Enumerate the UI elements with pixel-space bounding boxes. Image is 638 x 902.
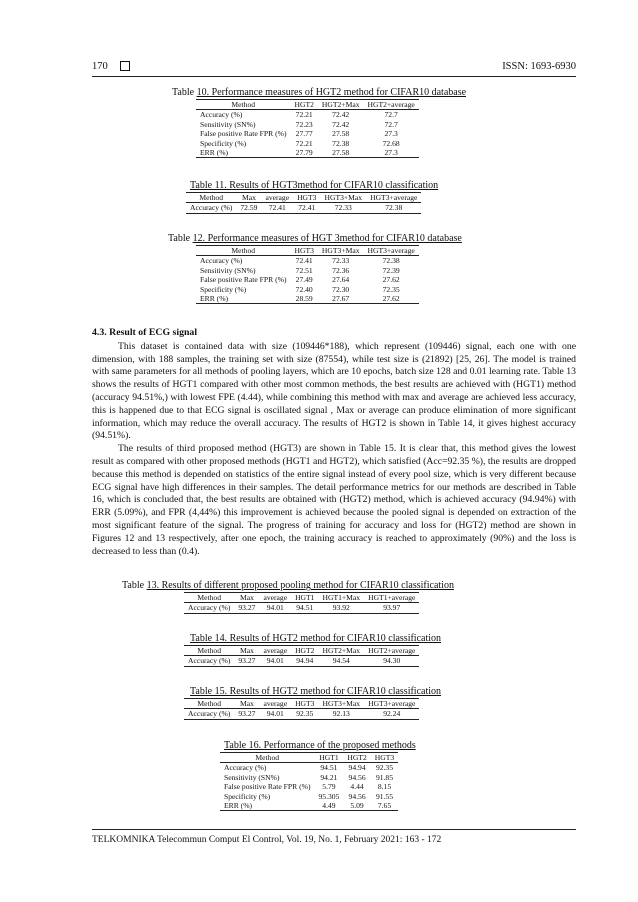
- table-cell: 72.38: [366, 203, 421, 213]
- paragraph-1: This dataset is contained data with size (109446*188), which represent (109446) signal, each one with one dimension, with 188 samples, the training set with size (87554), while test size is (21892) [25, 26]. The model is trained with same parameters for all methods of pooling layers, which are 10 epochs, batch size 128 and 0.01 learning rate. Table 13 shows the results of HGT1 compared with other most common methods, the best results are achieved with (HGT1) method (accuracy 94.51%,) with lowest FPE (4.44), while combining this method with max and average are achieved less accuracy, this is happened due to that ECG signal is oscillated signal , Max or average can produce elimination of more significant information, which may reduce the overall accuracy. The results of HGT2 is shown in Table 14, it gives highest accuracy (94.51%).: [92, 340, 576, 442]
- table-16-grid: [220, 752, 398, 811]
- row-label: False positive Rate FPR (%): [224, 782, 311, 792]
- column-header: HGT3: [290, 246, 317, 256]
- table-cell: 72.68: [382, 138, 400, 148]
- table-cell: 72.41: [261, 203, 293, 213]
- table-11-caption: Table 11. Results of HGT3method for CIFAR10 classification: [190, 180, 439, 191]
- table-row: [220, 782, 398, 791]
- column-header: HGT3: [291, 699, 318, 709]
- table-cell: 94.01: [259, 603, 291, 613]
- table-13: [122, 580, 454, 614]
- table-cell: 5.79: [322, 782, 336, 792]
- table-11-grid: [186, 192, 421, 214]
- table-cell: 72.38: [382, 256, 400, 266]
- table-cell: 5.09: [343, 801, 370, 811]
- column-header: HGT2+average: [364, 646, 419, 656]
- table-cell: 94.21: [320, 772, 338, 782]
- footer: TELKOMNIKA Telecommun Comput El Control, Vol. 19, No. 1, February 2021: 163 - 172: [92, 835, 442, 845]
- column-header: Method: [196, 100, 290, 110]
- table-cell: 72.36: [332, 265, 350, 275]
- column-header: HGT1+average: [364, 593, 419, 603]
- table-cell: 4.49: [314, 801, 343, 811]
- table-row: [196, 129, 419, 138]
- column-header: HGT1: [291, 593, 318, 603]
- header-rule: [92, 76, 576, 77]
- table-row: [196, 120, 419, 129]
- column-header: HGT1: [314, 753, 343, 763]
- column-header: Method: [196, 246, 290, 256]
- table-row: [196, 110, 419, 120]
- table-cell: 93.97: [364, 603, 419, 613]
- row-label: Sensitivity (SN%): [200, 265, 256, 275]
- table-row: [186, 203, 421, 213]
- table-cell: 93.27: [234, 656, 259, 666]
- row-label: Accuracy (%): [184, 603, 234, 613]
- table-10-grid: [196, 99, 419, 158]
- section-heading: 4.3. Result of ECG signal: [92, 327, 198, 338]
- table-cell: 95.305: [318, 791, 340, 801]
- column-header: HGT3+average: [366, 193, 421, 203]
- table-cell: 91.85: [375, 772, 394, 782]
- row-label: Accuracy (%): [186, 203, 236, 213]
- table-15: [190, 686, 441, 720]
- table-cell: 27.58: [318, 148, 364, 158]
- square-icon: [120, 61, 130, 71]
- table-cell: 72.39: [382, 265, 400, 275]
- column-header: HGT2+average: [364, 100, 419, 110]
- table-12: [168, 233, 462, 304]
- column-header: Method: [184, 699, 234, 709]
- table-row: [184, 709, 419, 719]
- table-cell: 94.01: [259, 709, 291, 719]
- column-header: Method: [184, 646, 234, 656]
- table-header-row: [196, 100, 419, 110]
- table-cell: 94.94: [348, 763, 366, 773]
- table-13-caption: Table 13. Results of different proposed pooling method for CIFAR10 classification: [122, 580, 454, 591]
- footer-rule: [92, 829, 576, 830]
- table-cell: 94.54: [318, 656, 364, 666]
- row-label: Accuracy (%): [200, 256, 243, 266]
- table-cell: 72.33: [320, 203, 366, 213]
- page-header: [92, 58, 576, 74]
- table-11: [190, 180, 438, 214]
- table-cell: 27.3: [364, 148, 419, 158]
- table-row: [196, 139, 419, 148]
- table-row: [196, 256, 419, 266]
- table-cell: 27.58: [332, 129, 350, 139]
- table-cell: 72.42: [332, 110, 350, 120]
- column-header: HGT3+Max: [318, 246, 364, 256]
- table-header-row: [186, 193, 421, 203]
- table-header-row: [196, 246, 419, 256]
- table-row: [196, 266, 419, 275]
- table-cell: 27.62: [364, 294, 419, 304]
- table-15-grid: [184, 698, 419, 720]
- table-cell: 94.51: [291, 603, 318, 613]
- column-header: Max: [234, 699, 259, 709]
- table-cell: 92.35: [291, 709, 318, 719]
- column-header: Max: [234, 646, 259, 656]
- table-cell: 72.21: [295, 138, 313, 148]
- column-header: average: [261, 193, 293, 203]
- table-cell: 72.40: [295, 284, 313, 294]
- table-cell: 28.59: [290, 294, 317, 304]
- table-cell: 94.51: [320, 763, 338, 773]
- table-cell: 7.65: [371, 801, 398, 811]
- row-label: ERR (%): [196, 148, 290, 158]
- table-10-caption: Table 10. Performance measures of HGT2 method for CIFAR10 database: [172, 87, 467, 98]
- row-label: Specificity (%): [200, 138, 247, 148]
- column-header: HGT2+Max: [318, 646, 364, 656]
- table-cell: 72.23: [295, 119, 313, 129]
- row-label: ERR (%): [196, 294, 290, 304]
- table-header-row: [184, 699, 419, 709]
- column-header: HGT2: [343, 753, 370, 763]
- column-header: average: [259, 593, 291, 603]
- table-12-caption: Table 12. Performance measures of HGT 3method for CIFAR10 database: [168, 233, 462, 244]
- table-cell: 94.01: [259, 656, 291, 666]
- column-header: Method: [186, 193, 236, 203]
- table-13-grid: [184, 592, 419, 614]
- issn: ISSN: 1693-6930: [502, 60, 576, 72]
- table-cell: 72.7: [384, 110, 398, 120]
- table-cell: 72.33: [332, 256, 350, 266]
- table-16: [224, 740, 416, 811]
- column-header: average: [259, 646, 291, 656]
- table-cell: 8.15: [377, 782, 392, 792]
- table-14-grid: [184, 645, 419, 667]
- table-cell: 94.30: [364, 656, 419, 666]
- table-cell: 94.56: [348, 772, 366, 782]
- table-cell: 27.3: [384, 129, 398, 139]
- table-10: [172, 87, 466, 158]
- table-cell: 72.59: [236, 203, 261, 213]
- column-header: HGT3+average: [364, 699, 419, 709]
- column-header: HGT2+Max: [318, 100, 364, 110]
- table-cell: 92.24: [364, 709, 419, 719]
- header-left: [92, 61, 130, 72]
- table-cell: 72.42: [332, 119, 350, 129]
- table-row: [220, 763, 398, 773]
- table-cell: 72.41: [295, 256, 313, 266]
- table-cell: 72.51: [295, 265, 313, 275]
- row-label: False positive Rate FPR (%): [200, 275, 287, 285]
- table-14-caption: Table 14. Results of HGT2 method for CIFAR10 classification: [190, 633, 442, 644]
- table-row: [220, 792, 398, 801]
- column-header: HGT2: [291, 646, 318, 656]
- table-cell: 27.79: [290, 148, 317, 158]
- column-header: Max: [234, 593, 259, 603]
- row-label: Specificity (%): [200, 284, 247, 294]
- table-14: [190, 633, 441, 667]
- row-label: ERR (%): [220, 801, 314, 811]
- table-cell: 93.92: [318, 603, 364, 613]
- table-16-caption: Table 16. Performance of the proposed methods: [224, 740, 416, 751]
- table-cell: 72.21: [295, 110, 313, 120]
- table-cell: 27.77: [295, 129, 313, 139]
- table-row: [220, 773, 398, 782]
- table-cell: 27.67: [318, 294, 364, 304]
- row-label: Sensitivity (SN%): [200, 119, 256, 129]
- table-header-row: [220, 753, 398, 763]
- column-header: HGT2: [290, 100, 317, 110]
- table-cell: 93.27: [234, 603, 259, 613]
- table-row: [196, 275, 419, 284]
- table-row: [196, 294, 419, 304]
- table-row: [184, 656, 419, 666]
- column-header: Method: [184, 593, 234, 603]
- table-15-caption: Table 15. Results of HGT2 method for CIFAR10 classification: [190, 686, 442, 697]
- table-row: [220, 801, 398, 811]
- column-header: HGT1+Max: [318, 593, 364, 603]
- row-label: Specificity (%): [224, 791, 271, 801]
- row-label: Sensitivity (SN%): [224, 772, 280, 782]
- row-label: Accuracy (%): [224, 763, 267, 773]
- table-cell: 72.7: [384, 119, 398, 129]
- table-header-row: [184, 646, 419, 656]
- table-cell: 94.56: [348, 791, 366, 801]
- table-header-row: [184, 593, 419, 603]
- column-header: HGT3: [371, 753, 398, 763]
- table-cell: 72.41: [293, 203, 320, 213]
- table-cell: 91.55: [375, 791, 394, 801]
- row-label: Accuracy (%): [184, 656, 234, 666]
- table-cell: 72.38: [332, 138, 350, 148]
- table-row: [196, 285, 419, 294]
- table-cell: 92.35: [375, 763, 394, 773]
- table-cell: 27.64: [332, 275, 350, 285]
- table-12-grid: [196, 245, 419, 304]
- column-header: HGT3+Max: [318, 699, 364, 709]
- row-label: False positive Rate FPR (%): [200, 129, 287, 139]
- row-label: Accuracy (%): [184, 709, 234, 719]
- table-cell: 93.27: [234, 709, 259, 719]
- column-header: HGT3: [293, 193, 320, 203]
- table-cell: 72.30: [332, 284, 350, 294]
- table-row: [184, 603, 419, 613]
- column-header: average: [259, 699, 291, 709]
- section-4-3: [92, 327, 576, 558]
- table-cell: 27.49: [295, 275, 313, 285]
- table-cell: 92.13: [318, 709, 364, 719]
- paragraph-2: The results of third proposed method (HGT3) are shown in Table 15. It is clear that, this method gives the lowest result as compared with other proposed methods (HGT1 and HGT2), which satisfied (Acc=92.35 %), the results are dropped because this method is depended on statistics of the entire signal instead of every pool size, which is very different because ECG signal have high differences in their samples. The detail performance metrics for our methods are described in Table 16, which is concluded that, the best results are obtained with (HGT2) method, which is achieved accuracy (94.94%) with ERR (5.09%), and FPR (4,44%) this improvement is achieved because the pooled signal is depended on extraction of the most significant feature of the signal. The progress of training for accuracy and loss for (HGT2) method are shown in Figures 12 and 13 respectively, after one epoch, the training accuracy is reached to approximately (90%) and the loss is decreased to less than (0.4).: [92, 443, 576, 557]
- row-label: Accuracy (%): [200, 110, 243, 120]
- table-cell: 72.35: [382, 284, 400, 294]
- column-header: Max: [236, 193, 261, 203]
- column-header: Method: [220, 753, 314, 763]
- table-cell: 27.62: [382, 275, 400, 285]
- page-number: 170: [92, 60, 108, 72]
- table-row: [196, 148, 419, 158]
- table-cell: 94.94: [291, 656, 318, 666]
- table-cell: 4.44: [350, 782, 364, 792]
- column-header: HGT3+average: [364, 246, 419, 256]
- column-header: HGT3+Max: [320, 193, 366, 203]
